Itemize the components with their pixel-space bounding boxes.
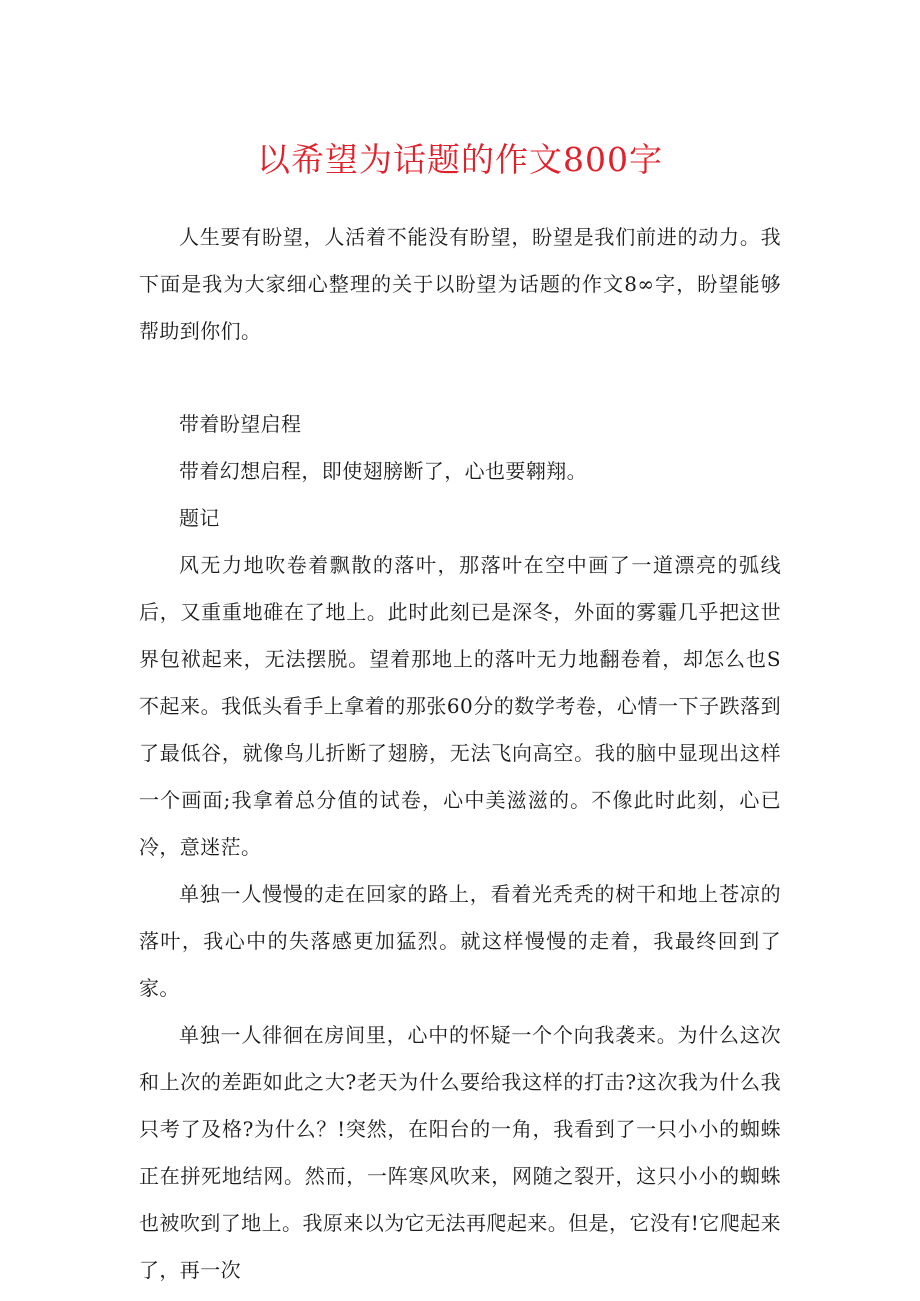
document-body [139,214,781,1294]
document-title: 以希望为话题的作文800字 [257,140,663,179]
epigraph-label: 题记 [179,506,220,530]
essay-heading: 带着盼望启程 [179,412,302,436]
body-paragraph: 单独一人徘徊在房间里，心中的怀疑一个个向我袭来。为什么这次和上次的差距如此之大?老天为什么要给我这样的打击?这次我为什么我只考了及格?为什么？!突然，在阳台的一角，我看到了一只小小的蜘蛛正在拼死地结网。然而，一阵寒风吹来，网随之裂开，这只小小的蜘蛛也被吹到了地上。我原来以为它无法再爬起来。但是，它没有!它爬起来了，再一次 [139,1023,781,1282]
intro-paragraph: 人生要有盼望，人活着不能没有盼望，盼望是我们前进的动力。我下面是我为大家细心整理的关于以盼望为话题的作文8∞字，盼望能够帮助到你们。 [139,225,781,343]
epigraph: 带着幻想启程，即使翅膀断了，心也要翱翔。 [179,459,587,483]
body-paragraph: 单独一人慢慢的走在回家的路上，看着光秃秃的树干和地上苍凉的落叶，我心中的失落感更加猛烈。就这样慢慢的走着，我最终回到了家。 [139,882,781,1000]
body-paragraph: 风无力地吹卷着飘散的落叶，那落叶在空中画了一道漂亮的弧线后，又重重地碓在了地上。此时此刻已是深冬，外面的雾霾几乎把这世界包袱起来，无法摆脱。望着那地上的落叶无力地翻卷着，却怎么也S不起来。我低头看手上拿着的那张60分的数学考卷，心情一下子跌落到了最低谷，就像鸟儿折断了翅膀，无法飞向高空。我的脑中显现出这样一个画面;我拿着总分值的试卷，心中美滋滋的。不像此时此刻，心已冷，意迷茫。 [139,553,781,859]
